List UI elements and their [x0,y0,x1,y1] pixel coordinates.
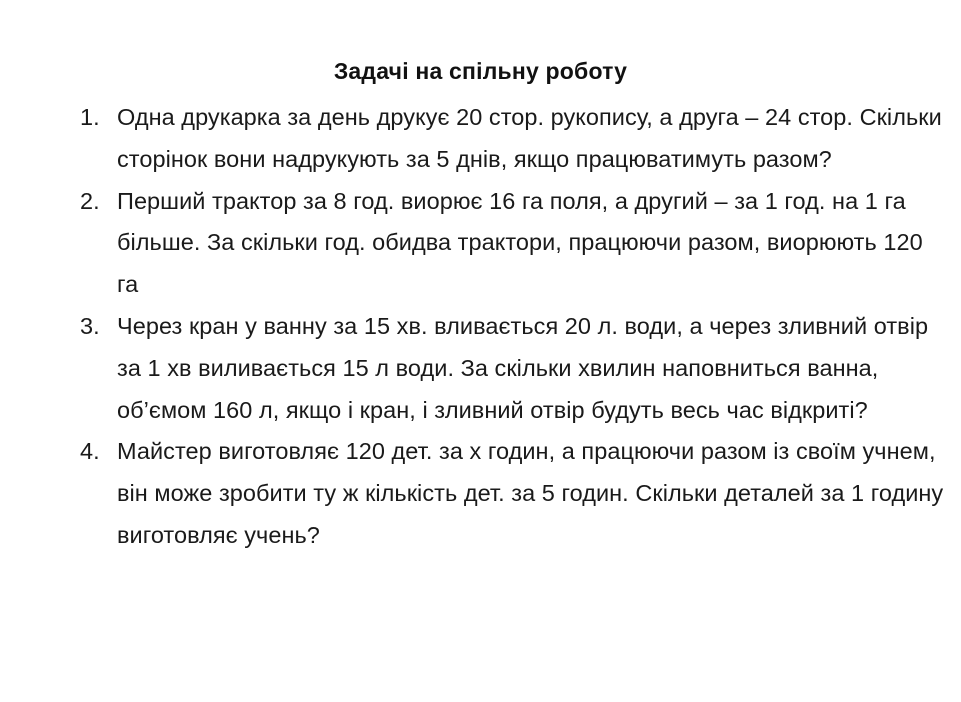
task-number: 3. [80,312,100,339]
task-text: Одна друкарка за день друкує 20 стор. рукопису, а друга – 24 стор. Скільки сторінок вони надрукують за 5 днів, якщо працюватимуть разом? [117,104,942,172]
task-number: 1. [80,104,100,130]
task-number: 4. [80,438,100,465]
task-item-3 [80,306,950,431]
task-text: Майстер виготовляє 120 дет. за х годин, а працюючи разом із своїм учнем, він може зробити ту ж кількість дет. за 5 годин. Скільки деталей за 1 годину виготовляє учень? [117,438,944,548]
task-number: 2. [80,187,100,214]
task-item-1 [80,97,950,181]
task-item-4 [80,431,950,556]
task-item-2 [80,181,950,306]
task-list [80,97,950,557]
task-text: Перший трактор за 8 год. виорює 16 га поля, а другий – за 1 год. на 1 га більше. За скільки год. обидва трактори, працюючи разом, виорюють 120 га [117,187,923,298]
task-text: Через кран у ванну за 15 хв. вливається 20 л. води, а через зливний отвір за 1 хв виливається 15 л води. За скільки хвилин наповниться ванна, об’ємом 160 л, якщо і кран, і зливний отвір будуть весь час відкриті? [117,312,929,423]
document-title: Задачі на спільну роботу [333,58,628,84]
